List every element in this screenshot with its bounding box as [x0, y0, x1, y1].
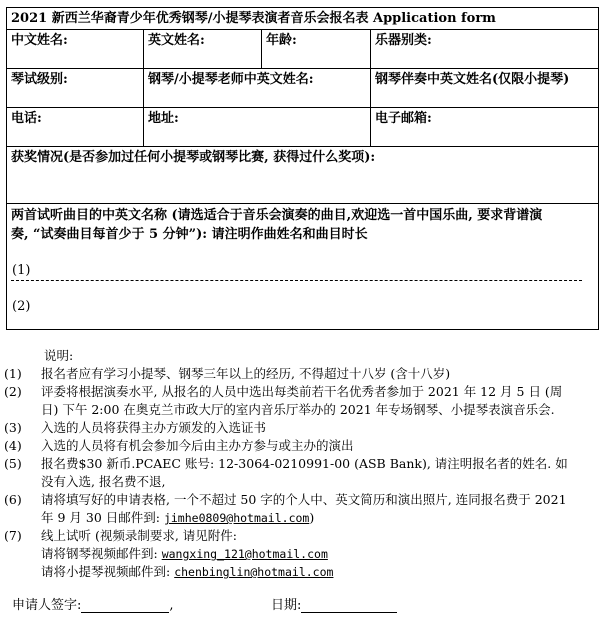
form-title: 2021 新西兰华裔青少年优秀钢琴/小提琴表演者音乐会报名表 Application form: [7, 8, 599, 30]
note-text: 日) 下午 2:00 在奥克兰市政大厅的室内音乐厅举办的 2021 年专场钢琴、小提琴表演音乐会.: [41, 402, 555, 417]
submission-deadline-text: 年 9 月 30 日邮件到:: [41, 510, 160, 525]
audition-pieces-label: [11, 206, 594, 244]
violin-video-label: 请将小提琴视频邮件到:: [41, 564, 171, 579]
note-text: 请将填写好的申请表格, 一个不超过 50 字的个人中、英文简历和演出照片, 连同报名费于 2021: [41, 492, 567, 507]
phone-field[interactable]: 电话:: [7, 108, 144, 147]
note-text: [41, 509, 601, 527]
piece-2-label: (2): [12, 299, 31, 314]
note-text: 线上试听 (视频录制要求, 请见附件:: [41, 528, 238, 543]
piece-1-label: (1): [12, 263, 31, 278]
age-field[interactable]: 年龄:: [262, 30, 371, 69]
application-form-table: [6, 7, 599, 330]
note-text: 报名者应有学习小提琴、钢琴三年以上的经历, 不得超过十八岁 (含十八岁): [41, 366, 451, 381]
piano-video-label: 请将钢琴视频邮件到:: [41, 546, 158, 561]
audition-pieces-line-1: 两首试听曲目的中英文名称 (请选适合于音乐会演奏的曲目,欢迎选一首中国乐曲, 要求背谱演: [11, 208, 543, 223]
note-number: (2): [4, 384, 22, 399]
note-number: (5): [4, 456, 22, 471]
piano-video-line: [41, 545, 601, 563]
note-number: (4): [4, 438, 22, 453]
chinese-name-field[interactable]: 中文姓名:: [7, 30, 144, 69]
submission-email-link[interactable]: jimhe0809@hotmail.com: [163, 511, 310, 525]
email-field[interactable]: 电子邮箱:: [371, 108, 599, 147]
note-number: (3): [4, 420, 22, 435]
audition-pieces-field[interactable]: [7, 204, 599, 330]
note-text: 评委将根据演奏水平, 从报名的人员中选出每类前若干名优秀者参加于 2021 年 12 月 5 日 (周: [41, 384, 563, 399]
notes-title: 说明:: [44, 348, 74, 363]
note-number: (7): [4, 528, 22, 543]
exam-level-field[interactable]: 琴试级别:: [7, 69, 144, 108]
address-field[interactable]: 地址:: [144, 108, 371, 147]
applicant-signature-label: 申请人签字:: [12, 598, 82, 613]
note-number: (6): [4, 492, 22, 507]
accompanist-name-field[interactable]: 钢琴伴奏中英文姓名(仅限小提琴): [371, 69, 599, 108]
applicant-signature-end: ,: [169, 598, 174, 613]
teacher-name-field[interactable]: 钢琴/小提琴老师中英文姓名:: [144, 69, 371, 108]
note-number: (1): [4, 366, 22, 381]
date-line[interactable]: [301, 598, 397, 613]
violin-email-link[interactable]: chenbinglin@hotmail.com: [174, 565, 334, 579]
instrument-field[interactable]: 乐器别类:: [371, 30, 599, 69]
violin-video-line: [41, 563, 601, 581]
applicant-signature: [12, 594, 174, 613]
note-text: 入选的人员将获得主办方颁发的入选证书: [41, 420, 267, 435]
applicant-signature-line[interactable]: [81, 598, 169, 613]
date-label: 日期:: [271, 598, 302, 613]
note-text: 入选的人员将有机会参加今后由主办方参与或主办的演出: [41, 438, 354, 453]
note-text: 报名费$30 新币.PCAEC 账号: 12-3064-0210991-00 (ASB Bank), 请注明报名者的姓名. 如: [41, 456, 568, 471]
piano-email-link[interactable]: wangxing_121@hotmail.com: [161, 547, 328, 561]
closing-paren: ): [309, 510, 315, 525]
english-name-field[interactable]: 英文姓名:: [144, 30, 262, 69]
note-text: 没有入选, 报名费不退,: [41, 474, 166, 489]
date-signature: [271, 594, 397, 613]
audition-pieces-line-2: 奏, “试奏曲目每首少于 5 分钟”): 请注明作曲姓名和曲目时长: [11, 227, 368, 242]
awards-field[interactable]: 获奖情况(是否参加过任何小提琴或钢琴比赛, 获得过什么奖项):: [7, 147, 599, 204]
dashed-divider: [11, 280, 582, 281]
